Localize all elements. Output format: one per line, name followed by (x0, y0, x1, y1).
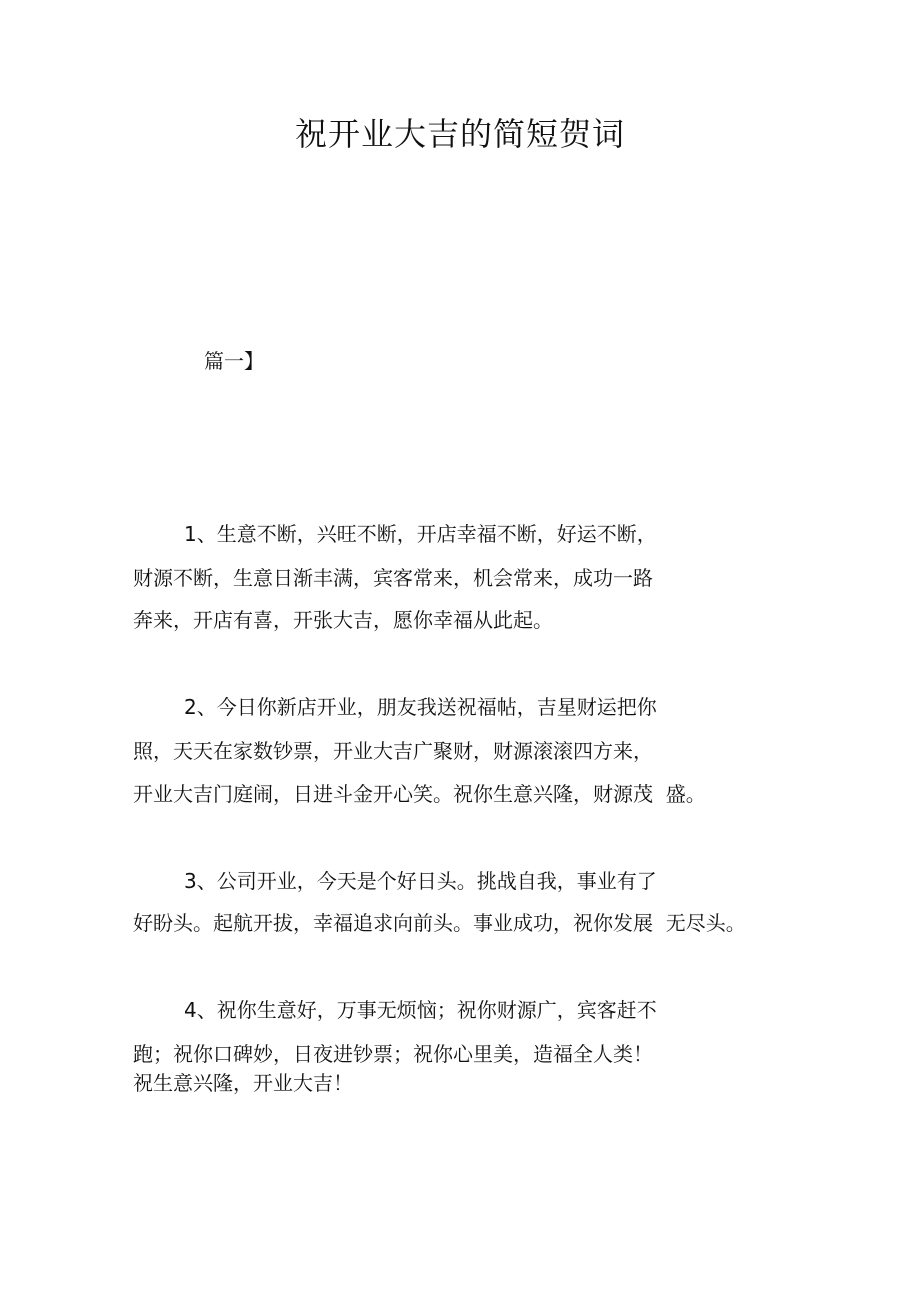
paragraph-line: 4、祝你生意好，万事无烦恼；祝你财源广，宾客赶不 (184, 998, 657, 1022)
paragraph-line: 好盼头。起航开拔，幸福追求向前头。事业成功，祝你发展 无尽头。 (133, 911, 746, 935)
paragraph-line: 跑；祝你口碑妙，日夜进钞票；祝你心里美，造福全人类！ (133, 1042, 653, 1066)
paragraph-line: 财源不断，生意日渐丰满，宾客常来，机会常来，成功一路 (133, 566, 653, 590)
paragraph-line: 3、公司开业，今天是个好日头。挑战自我，事业有了 (184, 869, 657, 893)
paragraph-line: 奔来，开店有喜，开张大吉，愿你幸福从此起。 (133, 608, 553, 632)
paragraph-line: 开业大吉门庭闹，日进斗金开心笑。祝你生意兴隆，财源茂 盛。 (133, 782, 706, 806)
paragraph-line: 祝生意兴隆，开业大吉！ (133, 1071, 353, 1095)
section-label: 篇一】 (204, 349, 264, 373)
paragraph-line: 照，天天在家数钞票，开业大吉广聚财，财源滚滚四方来， (133, 739, 653, 763)
paragraph-line: 2、今日你新店开业，朋友我送祝福帖，吉星财运把你 (184, 695, 657, 719)
paragraph-line: 1、生意不断，兴旺不断，开店幸福不断，好运不断， (184, 522, 657, 546)
document-title: 祝开业大吉的简短贺词 (294, 115, 625, 153)
